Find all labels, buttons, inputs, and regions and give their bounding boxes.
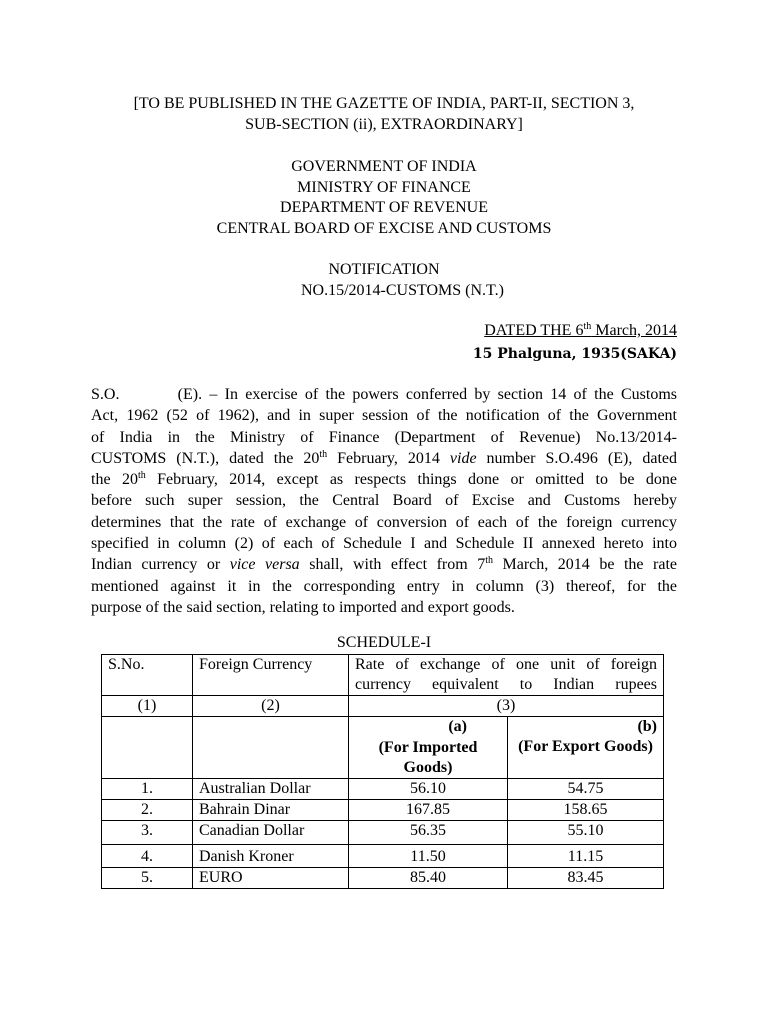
table-row	[102, 821, 664, 845]
sub-header-imported	[349, 717, 508, 779]
dated-line	[484, 321, 677, 341]
row-currency: Danish Kroner	[193, 845, 349, 868]
table-row	[102, 800, 664, 821]
sub-a: (a)	[448, 718, 467, 735]
body-line: before such super session, the Central Board of Excise and Customs hereby	[91, 492, 677, 510]
table-row	[102, 868, 664, 889]
org-line-government: GOVERNMENT OF INDIA	[291, 158, 477, 175]
sub-b: (b)	[637, 718, 657, 735]
schedule-table	[101, 654, 664, 889]
row-sno: 4.	[102, 845, 193, 868]
body-line: determines that the rate of exchange of conversion of each of the foreign currency	[91, 513, 677, 531]
table-header-row	[102, 655, 664, 696]
col-num-3: (3)	[349, 696, 664, 717]
row-export: 55.10	[508, 821, 664, 845]
row-export: 83.45	[508, 868, 664, 889]
row-export: 158.65	[508, 800, 664, 821]
col-num-1: (1)	[102, 696, 193, 717]
dated-text: DATED THE 6th March, 2014	[484, 321, 677, 339]
header-rate: Rate of exchange of one unit of foreign currency equivalent to Indian rupees	[349, 655, 664, 696]
org-line-department: DEPARTMENT OF REVENUE	[280, 199, 488, 216]
body-line: specified in column (2) of each of Schedule I and Schedule II annexed hereto into	[91, 535, 677, 553]
row-imported: 85.40	[349, 868, 508, 889]
notification-body	[91, 384, 677, 618]
row-currency: EURO	[193, 868, 349, 889]
row-export: 11.15	[508, 845, 664, 868]
org-line-ministry: MINISTRY OF FINANCE	[297, 179, 471, 196]
row-imported: 56.35	[349, 821, 508, 845]
body-line: of India in the Ministry of Finance (Department of Revenue) No.13/2014-	[91, 428, 677, 446]
body-line: S.O. (E). – In exercise of the powers conferred by section 14 of the Customs	[91, 386, 677, 403]
row-currency: Australian Dollar	[193, 779, 349, 800]
body-line: the 20th February, 2014, except as respects things done or omitted to be done	[91, 470, 678, 489]
row-imported: 167.85	[349, 800, 508, 821]
body-line: mentioned against it in the corresponding entry in column (3) thereof, for the	[91, 577, 677, 595]
body-line: Act, 1962 (52 of 1962), and in super session of the notification of the Government	[91, 407, 677, 425]
header-currency: Foreign Currency	[193, 655, 349, 696]
sub-header-blank-1	[102, 717, 193, 779]
notification-title: NOTIFICATION	[328, 261, 440, 278]
org-line-board: CENTRAL BOARD OF EXCISE AND CUSTOMS	[216, 220, 552, 237]
schedule-title: SCHEDULE-I	[336, 634, 432, 651]
row-currency: Canadian Dollar	[193, 821, 349, 845]
header-sno: S.No.	[102, 655, 193, 696]
sub-header-row	[102, 717, 664, 779]
body-line: Indian currency or vice versa shall, with effect from 7th March, 2014 be the rate	[91, 555, 677, 574]
sub-header-blank-2	[193, 717, 349, 779]
body-line: purpose of the said section, relating to imported and export goods.	[91, 598, 515, 616]
row-sno: 1.	[102, 779, 193, 800]
row-imported: 11.50	[349, 845, 508, 868]
col-num-2: (2)	[193, 696, 349, 717]
sub-b-label: (For Export Goods)	[518, 738, 653, 755]
table-row	[102, 779, 664, 800]
notification-number: NO.15/2014-CUSTOMS (N.T.)	[301, 282, 504, 299]
row-export: 54.75	[508, 779, 664, 800]
saka-date: 15 Phalguna, 1935(SAKA)	[472, 346, 677, 362]
gazette-line-2: SUB-SECTION (ii), EXTRAORDINARY]	[245, 116, 523, 133]
row-sno: 2.	[102, 800, 193, 821]
row-currency: Bahrain Dinar	[193, 800, 349, 821]
row-imported: 56.10	[349, 779, 508, 800]
row-sno: 5.	[102, 868, 193, 889]
body-line: CUSTOMS (N.T.), dated the 20th February, 2014 vide number S.O.496 (E), dated	[91, 448, 678, 467]
column-number-row	[102, 696, 664, 717]
gazette-line-1: [TO BE PUBLISHED IN THE GAZETTE OF INDIA, PART-II, SECTION 3,	[133, 95, 635, 112]
sub-a-label: (For Imported Goods)	[378, 739, 478, 776]
table-row	[102, 845, 664, 868]
row-sno: 3.	[102, 821, 193, 845]
sub-header-export	[508, 717, 664, 779]
